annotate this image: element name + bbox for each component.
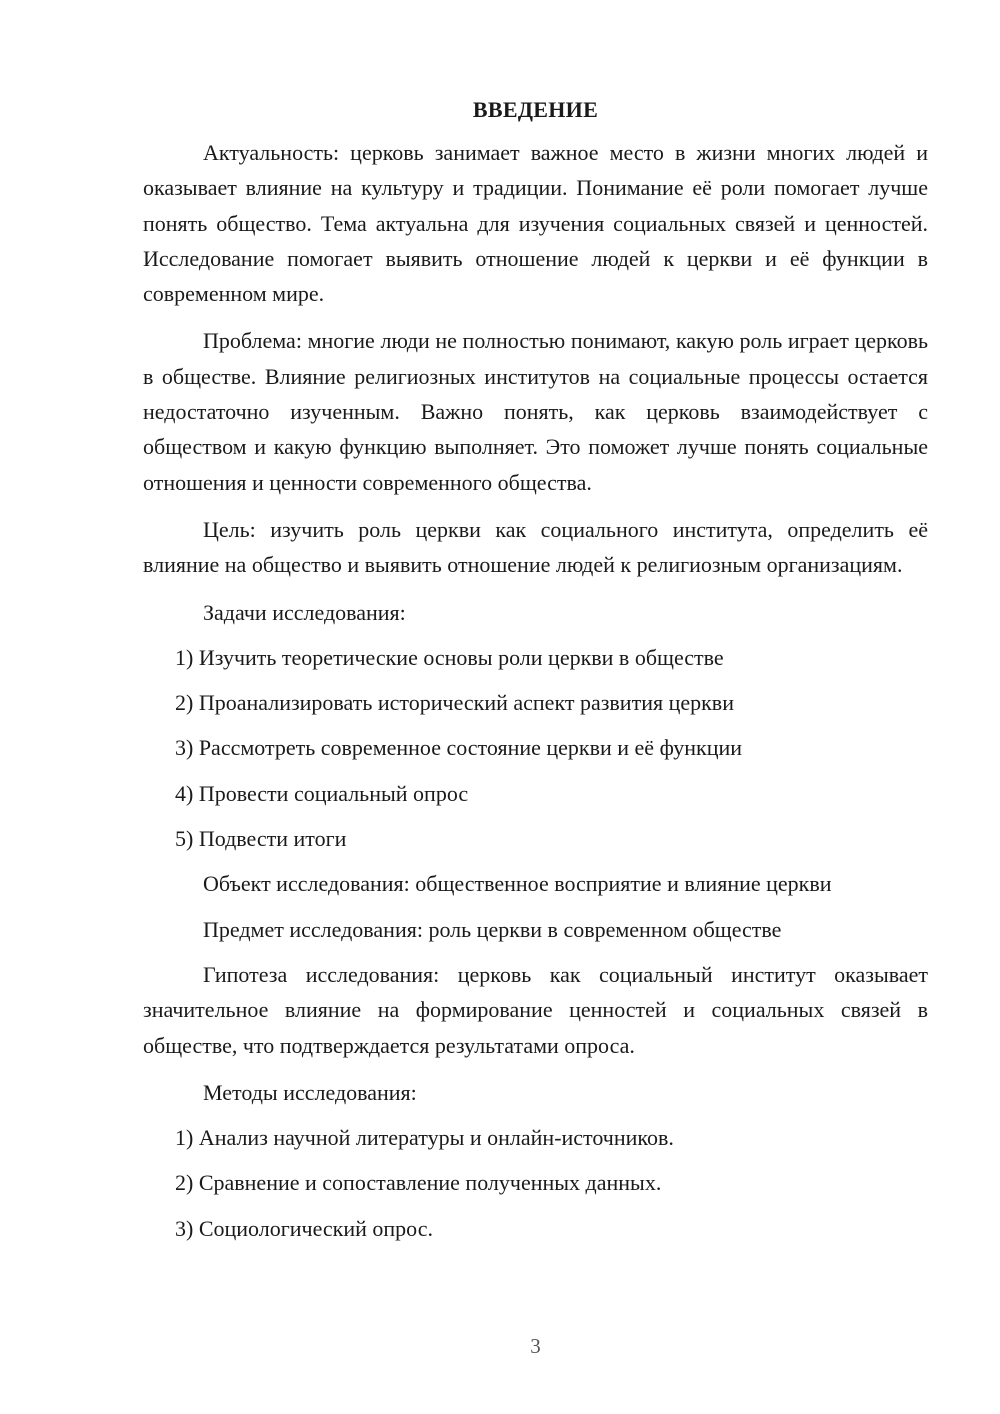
task-item: 1) Изучить теоретические основы роли церкви в обществе: [175, 644, 724, 670]
method-item: 1) Анализ научной литературы и онлайн-источников.: [175, 1125, 674, 1151]
research-object: Объект исследования: общественное восприятие и влияние церкви: [203, 871, 832, 897]
task-item: 5) Подвести итоги: [175, 826, 347, 852]
page-number: 3: [530, 1334, 541, 1358]
document-page: [143, 92, 928, 1256]
tasks-heading: Задачи исследования:: [203, 599, 406, 625]
hypothesis-paragraph: Гипотеза исследования: церковь как социальный институт оказывает значительное влияние на формирование ценностей и социальных связей в обществе, что подтверждается результатами опроса.: [143, 961, 928, 1058]
problem-paragraph: Проблема: многие люди не полностью понимают, какую роль играет церковь в обществе. Влияние религиозных институтов на социальные процессы остается недостаточно изученным. Важно понять, как церковь взаимодействует с обществом и какую функцию выполняет. Это поможет лучше понять социальные отношения и ценности современного общества.: [143, 328, 928, 495]
research-subject: Предмет исследования: роль церкви в современном обществе: [203, 916, 782, 942]
method-item: 2) Сравнение и сопоставление полученных данных.: [175, 1170, 662, 1196]
task-item: 4) Провести социальный опрос: [175, 780, 469, 806]
method-item: 3) Социологический опрос.: [175, 1215, 433, 1241]
methods-heading: Методы исследования:: [203, 1079, 417, 1105]
task-item: 2) Проанализировать исторический аспект развития церкви: [175, 690, 734, 716]
goal-paragraph: Цель: изучить роль церкви как социального института, определить её влияние на общество и выявить отношение людей к религиозным организациям.: [143, 516, 928, 578]
task-item: 3) Рассмотреть современное состояние церкви и её функции: [175, 735, 743, 761]
relevance-paragraph: Актуальность: церковь занимает важное место в жизни многих людей и оказывает влияние на культуру и традиции. Понимание её роли помогает лучше понять общество. Тема актуальна для изучения социальных связей и ценностей. Исследование помогает выявить отношение людей к церкви и её функции в современном мире.: [143, 140, 928, 307]
section-title: ВВЕДЕНИЕ: [472, 97, 599, 122]
